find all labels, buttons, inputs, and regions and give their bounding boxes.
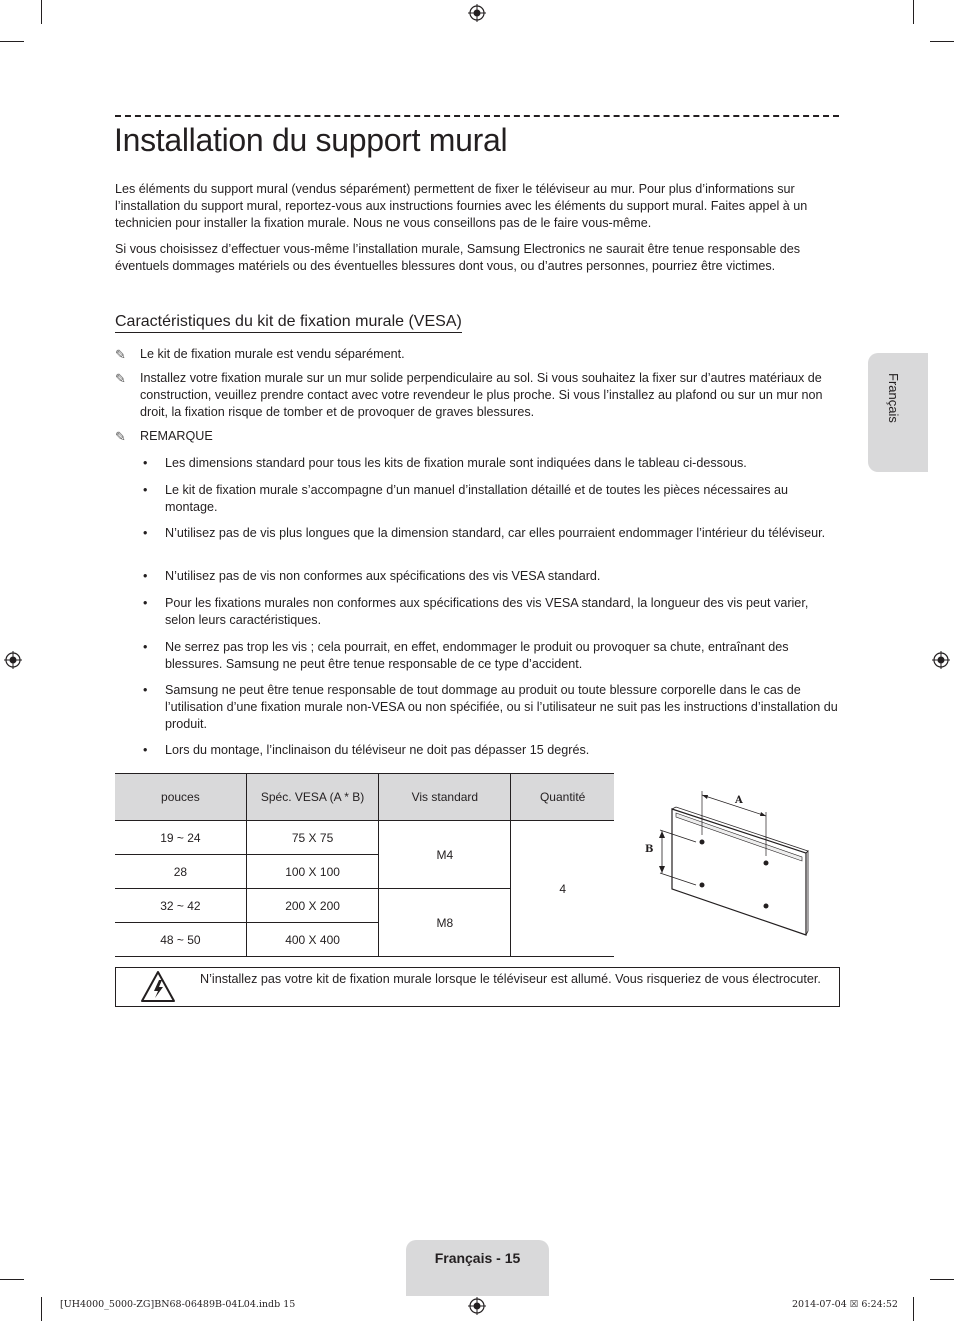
- intro-paragraph: Les éléments du support mural (vendus séparément) permettent de fixer le téléviseur au mur. Pour plus d’informations sur l’installation du support mural, reportez-vous aux instructions fournies avec les éléments du support mural. Faites appel à un technicien pour installer la fixation murale. Nous ne vous conseillons pas de le faire vous-même.: [115, 182, 808, 230]
- note-text: Installez votre fixation murale sur un mur solide perpendiculaire au sol. Si vous souhaitez la fixer sur d’autres matériaux de construction, veuillez prendre contact avec votre revendeur le plus proche. Si vous l’installez au plafond ou sur un mur non droit, la fixation risque de tomber et de provoquer de graves blessures.: [140, 371, 823, 419]
- registration-mark-icon: [468, 4, 486, 22]
- title-rule: [115, 115, 839, 117]
- page-number: Français - 15: [434, 1250, 521, 1266]
- note-text: Le kit de fixation murale est vendu séparément.: [140, 347, 405, 361]
- bullet-icon: •: [143, 483, 148, 497]
- table-cell: 32 ~ 42: [115, 889, 246, 923]
- list-item: • Les dimensions standard pour tous les kits de fixation murale sont indiquées dans le tableau ci-dessous.: [143, 456, 747, 470]
- crop-mark: [41, 0, 42, 24]
- language-side-tab: [868, 353, 928, 472]
- registration-mark-icon: [468, 1297, 486, 1315]
- note-pencil-icon: ✎: [115, 371, 126, 386]
- bullet-icon: •: [143, 640, 148, 654]
- table-cell: 4: [511, 821, 614, 957]
- column-header: Spéc. VESA (A * B): [246, 774, 379, 821]
- table-cell: 200 X 200: [246, 889, 379, 923]
- column-header: Vis standard: [379, 774, 511, 821]
- bullet-icon: •: [143, 596, 148, 610]
- list-item: • Pour les fixations murales non conformes aux spécifications des vis VESA standard, la longueur des vis peut varier, selon leurs caractéristiques.: [143, 596, 809, 627]
- note-pencil-icon: ✎: [115, 429, 126, 444]
- table-row: [115, 821, 614, 855]
- note-item: [115, 370, 840, 421]
- list-item: • Samsung ne peut être tenue responsable de tout dommage au produit ou toute blessure corporelle dans le cas de l’utilisation d’une fixation murale non-VESA ou non spécifiée, ou si l’utilisateur ne suit pas les instructions d’installation du produit.: [143, 683, 838, 731]
- page-title: Installation du support mural: [114, 122, 508, 158]
- crop-mark: [930, 1279, 954, 1280]
- note-pencil-icon: ✎: [115, 347, 126, 362]
- warning-box: [115, 967, 840, 1007]
- crop-mark: [913, 0, 914, 24]
- warning-text: N’installez pas votre kit de fixation murale lorsque le téléviseur est allumé. Vous risqueriez de vous électrocuter.: [200, 972, 821, 986]
- print-slug-file: [UH4000_5000-ZG]BN68-06489B-04L04.indb 15: [60, 1299, 296, 1310]
- bullet-icon: •: [143, 569, 148, 583]
- list-item: • N’utilisez pas de vis non conformes aux spécifications des vis VESA standard.: [143, 569, 601, 583]
- bullet-icon: •: [143, 683, 148, 697]
- crop-mark: [913, 1297, 914, 1321]
- table-cell: 100 X 100: [246, 855, 379, 889]
- table-cell: 75 X 75: [246, 821, 379, 855]
- diagram-label-b: B: [645, 844, 654, 855]
- table-cell: 28: [115, 855, 246, 889]
- section-heading: Caractéristiques du kit de fixation murale (VESA): [115, 313, 462, 333]
- table-header-row: [115, 774, 614, 821]
- print-slug-date: 2014-07-04 ☒ 6:24:52: [792, 1299, 898, 1310]
- table-cell: M8: [379, 889, 511, 957]
- list-item: • Ne serrez pas trop les vis ; cela pourrait, en effet, endommager le produit ou provoquer sa chute, entraînant des blessures. Samsung ne peut être tenue responsable de ce type d’accident.: [143, 640, 789, 671]
- electric-hazard-icon: [140, 970, 176, 1003]
- list-item: • Lors du montage, l’inclinaison du téléviseur ne doit pas dépasser 15 degrés.: [143, 743, 590, 757]
- crop-mark: [41, 1297, 42, 1321]
- bullet-icon: •: [143, 456, 148, 470]
- language-side-tab-label: Français: [886, 373, 901, 423]
- crop-mark: [0, 41, 24, 42]
- list-item: • N’utilisez pas de vis plus longues que la dimension standard, car elles pourraient endommager l’intérieur du téléviseur.: [143, 526, 826, 540]
- table-cell: 48 ~ 50: [115, 923, 246, 957]
- vesa-spec-table: [115, 773, 614, 957]
- bullet-icon: •: [143, 743, 148, 757]
- note-item: [115, 428, 840, 445]
- note-item: [115, 346, 840, 363]
- table-cell: 19 ~ 24: [115, 821, 246, 855]
- list-item: • Le kit de fixation murale s’accompagne d’un manuel d’installation détaillé et de toutes les pièces nécessaires au montage.: [143, 483, 789, 514]
- bullet-icon: •: [143, 526, 148, 540]
- column-header: Quantité: [511, 774, 614, 821]
- note-remark-label: REMARQUE: [140, 429, 213, 443]
- intro-paragraph: Si vous choisissez d’effectuer vous-même l’installation murale, Samsung Electronics ne saurait être tenue responsable des éventuels dommages matériels ou des éventuelles blessures dont vous, ou d’autres personnes, pourriez être victimes.: [115, 242, 801, 273]
- table-cell: M4: [379, 821, 511, 889]
- registration-mark-icon: [932, 651, 950, 669]
- diagram-label-a: A: [735, 795, 743, 806]
- table-cell: 400 X 400: [246, 923, 379, 957]
- registration-mark-icon: [4, 651, 22, 669]
- page-number-tab: [406, 1240, 549, 1296]
- crop-mark: [930, 41, 954, 42]
- crop-mark: [0, 1279, 24, 1280]
- column-header: pouces: [115, 774, 246, 821]
- tv-back-diagram: [640, 785, 815, 940]
